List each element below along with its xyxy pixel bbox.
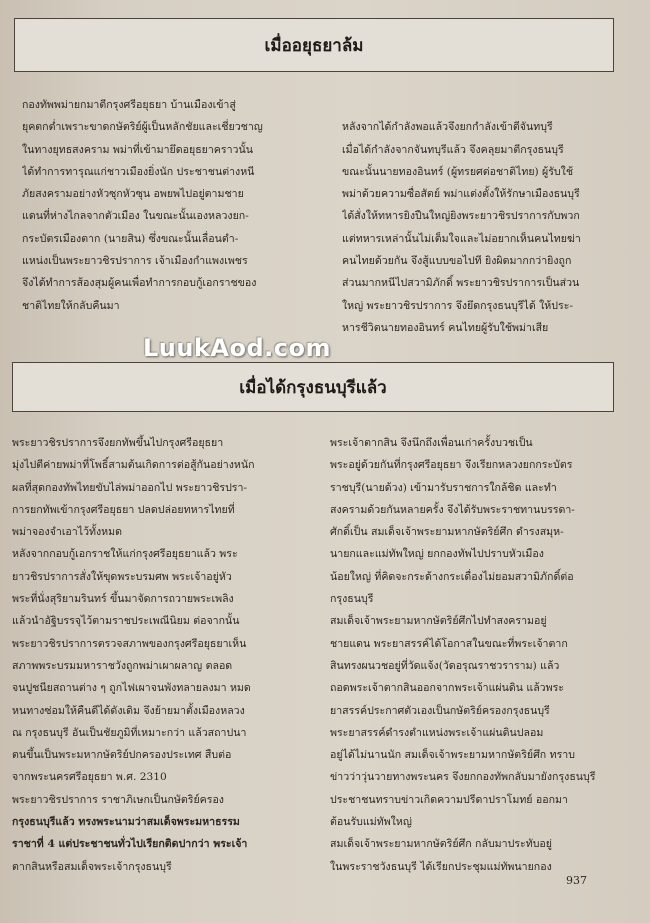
- text-line: จนปูชนียสถานต่าง ๆ ถูกไฟเผาจนพังทลายลงมา หมด: [12, 682, 251, 695]
- text-line: ได้สั่งให้ทหารยิงปืนใหญ่ยิงพระยาวชิรปราการกับพวก: [342, 210, 580, 223]
- text-line: แหน่งเป็นพระยาวชิรปราการ เจ้าเมืองกำแพงเพชร: [22, 255, 248, 268]
- text-line: ขณะนั้นนายทองอินทร์ (ผู้ทรยศต่อชาติไทย) ผู้รับใช้: [342, 165, 574, 178]
- section2-right-column: [330, 432, 622, 878]
- text-line: ชาติไทยให้กลับคืนมา: [22, 299, 120, 312]
- text-line: ชายแดน พระยาสรรค์ได้โอกาสในขณะที่พระเจ้าตาก: [330, 637, 568, 650]
- text-line: พระที่นั่งสุริยามรินทร์ ขึ้นมาจัดการถวายพระเพลิง: [12, 593, 234, 606]
- section2-left-column: [12, 432, 318, 878]
- text-line: ยาวชิรปราการสั่งให้ขุดพระบรมศพ พระเจ้าอยู่หัว: [12, 570, 232, 583]
- text-line: ราชบุรี(นายด้วง) เข้ามารับราชการใกล้ชิด และทำ: [330, 481, 557, 494]
- text-line-bold: กรุงธนบุรีแล้ว ทรงพระนามว่าสมเด็จพระมหาธรรม: [12, 816, 240, 829]
- text-line: ใหญ่ พระยาวชิรปราการ จึงยึดกรุงธนบุรีได้ ให้ประ-: [342, 299, 573, 312]
- text-line: หลังจากได้กำลังพอแล้วจึงยกกำลังเข้าตีจันทบุรี: [342, 121, 553, 134]
- text-line: แดนที่ห่างไกลจากตัวเมือง ในขณะนั้นเองหลวงยก-: [22, 210, 249, 223]
- text-line: เมื่อได้กำลังจากจันทบุรีแล้ว จึงคลุยมาตีกรุงธนบุรี: [342, 143, 564, 156]
- text-line: สงครามด้วยกันหลายครั้ง จึงได้รับพระราชทานบรรดา-: [330, 503, 575, 516]
- text-line: ต้อนรับแม่ทัพใหญ่: [330, 816, 412, 829]
- text-line: ในพระราชวังธนบุรี ได้เรียกประชุมแม่ทัพนายกอง: [330, 860, 552, 873]
- text-line: พระเจ้าตากสิน จึงนึกถึงเพื่อนเก่าครั้งบวชเป็น: [330, 437, 533, 449]
- text-line: แล้วนำอัฐิบรรจุไว้ตามราชประเพณีนิยม ต่อจากนั้น: [12, 615, 240, 628]
- section1-right-column: [342, 94, 622, 339]
- text-line: ยุคตกต่ำเพราะขาดกษัตริย์ผู้เป็นหลักชัยและเชี่ยวชาญ: [22, 121, 263, 134]
- text-line: มุ่งไปตีค่ายพม่าที่โพธิ์สามต้นเกิดการต่อสู้กันอย่างหนัก: [12, 459, 255, 472]
- text-line: ผลที่สุดกองทัพไทยขับไล่พม่าออกไป พระยาวชิรปรา-: [12, 481, 248, 494]
- text-line: น้อยใหญ่ ที่คิดจะกระด้างกระเดื่องไม่ยอมสวามิภักดิ์ต่อ: [330, 570, 574, 583]
- text-line: กรุงธนบุรี: [330, 593, 374, 606]
- text-line: นายกและแม่ทัพใหญ่ ยกกองทัพไปปราบหัวเมือง: [330, 548, 544, 561]
- text-line: สินทรงผนวชอยู่ที่วัดแจ้ง(วัดอรุณราชวราราม) แล้ว: [330, 659, 560, 672]
- text-line: กองทัพพม่ายกมาตีกรุงศรีอยุธยา บ้านเมืองเข้าสู่: [22, 99, 236, 111]
- text-line: ศักดิ์เป็น สมเด็จเจ้าพระยามหากษัตริย์ศึก ดำรงสมุห-: [330, 526, 564, 539]
- text-line: สมเด็จเจ้าพระยามหากษัตริย์ศึกไปทำสงครามอยู่: [330, 615, 547, 628]
- text-line: ในทางยุทธสงคราม พม่าที่เข้ามายึดอยุธยาคราวนั้น: [22, 143, 253, 156]
- text-line: ตนขึ้นเป็นพระมหากษัตริย์ปกครองประเทศ สืบต่อ: [12, 749, 232, 762]
- text-line: พระยาวชิรปราการจึงยกทัพขึ้นไปกรุงศรีอยุธยา: [12, 437, 224, 449]
- text-line: พระยาวชิรปราการ ราชาภิเษกเป็นกษัตริย์ครอง: [12, 793, 224, 806]
- text-line: คนไทยด้วยกัน จึงสู้แบบขอไปที ยิงผิดมากกว่ายิงถูก: [342, 255, 572, 268]
- text-line: หลังจากกอบกู้เอกราชให้แก่กรุงศรีอยุธยาแล้ว พระ: [12, 548, 238, 561]
- text-line: พระยาวชิรปราการตรวจสภาพของกรุงศรีอยุธยาเห็น: [12, 637, 247, 650]
- page-number: 937: [566, 874, 587, 887]
- text-line: [342, 94, 622, 116]
- text-line: พม่าด้วยความซื่อสัตย์ พม่าแต่งตั้งให้รักษาเมืองธนบุรี: [342, 188, 580, 201]
- text-line: หนทางซ่อมให้คืนดีได้ดังเดิม จึงย้ายมาตั้งเมืองหลวง: [12, 704, 245, 717]
- section-title-box: [14, 18, 614, 72]
- section-title: เมื่ออยุธยาล้ม: [264, 35, 364, 56]
- section-title: เมื่อได้กรุงธนบุรีแล้ว: [239, 377, 387, 398]
- text-line: จึงได้ทำการส้องสุมผู้คนเพื่อทำการกอบกู้เอกราชของ: [22, 277, 257, 290]
- text-line: แต่ทหารเหล่านั้นไม่เต็มใจและไม่อยากเห็นคนไทยฆ่า: [342, 232, 581, 245]
- text-line: พระอยู่ด้วยกันที่กรุงศรีอยุธยา จึงเรียกหลวงยกกระบัตร: [330, 459, 573, 472]
- text-line: ถอดพระเจ้าตากสินออกจากพระเจ้าแผ่นดิน แล้วพระ: [330, 682, 564, 695]
- text-line: หารชีวิตนายทองอินทร์ คนไทยผู้รับใช้พม่าเสีย: [342, 321, 549, 334]
- text-line: การยกทัพเข้ากรุงศรีอยุธยา ปลดปล่อยทหารไทยที่: [12, 503, 235, 516]
- text-line: ส่วนมากหนีไปสวามิภักดิ์ พระยาวชิรปราการเป็นส่วน: [342, 277, 580, 290]
- section1-left-column: [22, 94, 322, 317]
- text-line: ณ กรุงธนบุรี อันเป็นชัยภูมิที่เหมาะกว่า แล้วสถาปนา: [12, 726, 247, 739]
- text-line: สมเด็จเจ้าพระยามหากษัตริย์ศึก กลับมาประทับอยู่: [330, 838, 552, 851]
- text-line: ข่าวว่าวุ่นวายทางพระนคร จึงยกกองทัพกลับมายังกรุงธนบุรี: [330, 771, 596, 784]
- text-line: ประชาชนทราบข่าวเกิดความปรีดาปราโมทย์ ออกมา: [330, 793, 568, 806]
- text-line: ตากสินหรือสมเด็จพระเจ้ากรุงธนบุรี: [12, 860, 172, 873]
- text-line: ได้ทำการทารุณแก่ชาวเมืองยิ่งนัก ประชาชนต่างหนี: [22, 165, 255, 178]
- text-line: พระยาสรรค์ดำรงตำแหน่งพระเจ้าแผ่นดินปลอม: [330, 726, 544, 739]
- text-line: กระบัตรเมืองตาก (นายสิน) ซึ่งขณะนั้นเลื่อนตำ-: [22, 232, 239, 245]
- text-line: ภัยสงครามอย่างหัวซุกหัวซุน อพยพไปอยู่ตามชาย: [22, 188, 244, 201]
- text-line: อยู่ได้ไม่นานนัก สมเด็จเจ้าพระยามหากษัตริย์ศึก ทราบ: [330, 749, 575, 762]
- watermark: LuukAod.com: [143, 334, 332, 362]
- text-line: พม่าจองจำเอาไว้ทั้งหมด: [12, 526, 123, 539]
- text-line: ยาสรรค์ประกาศตัวเองเป็นกษัตริย์ครองกรุงธนบุรี: [330, 704, 550, 717]
- text-line: จากพระนครศรีอยุธยา พ.ศ. 2310: [12, 771, 167, 784]
- text-line: สภาพพระบรมมหาราชวังถูกพม่าเผาผลาญ ตลอด: [12, 659, 233, 672]
- text-line-bold: ราชาที่ 4 แต่ประชาชนทั่วไปเรียกติดปากว่า พระเจ้า: [12, 838, 248, 851]
- section-title-box: [12, 362, 614, 412]
